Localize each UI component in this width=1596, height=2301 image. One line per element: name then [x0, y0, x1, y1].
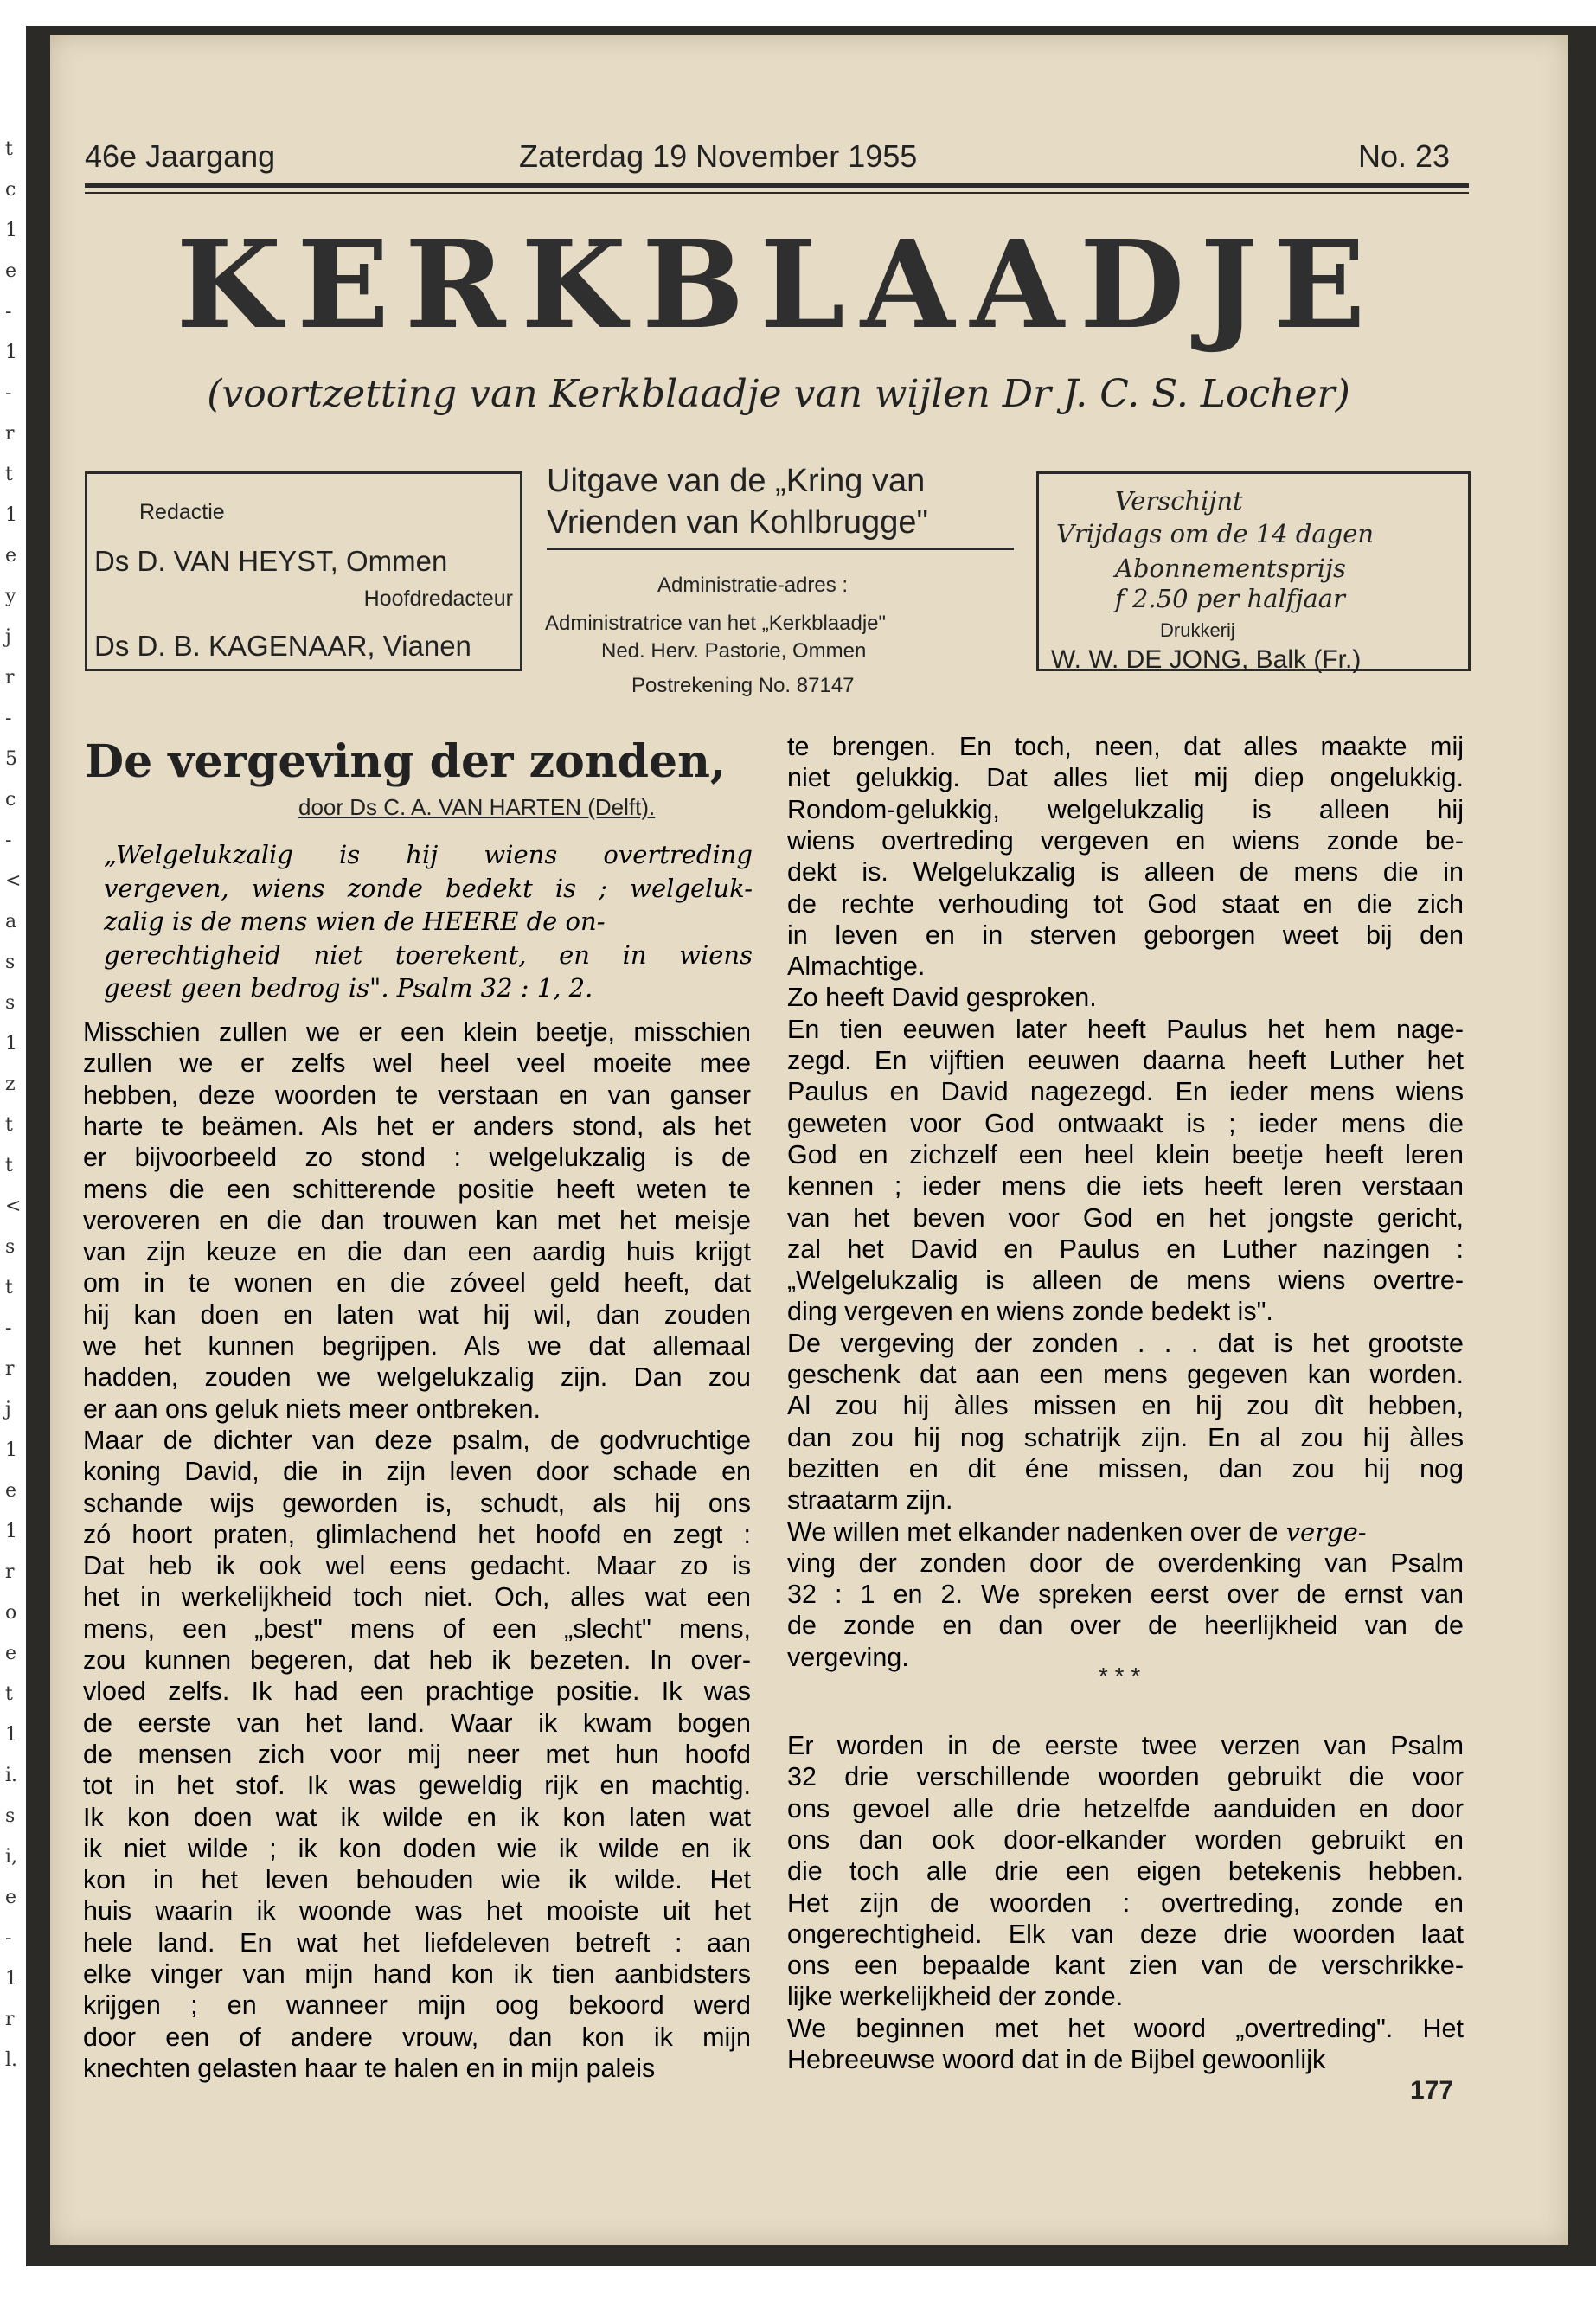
body-line: kennen ; ieder mens die iets heeft leren verstaan: [787, 1171, 1464, 1202]
publisher-rule: [547, 548, 1014, 550]
body-line: ik niet wilde ; ik kon doden wie ik wilde en ik: [83, 1833, 751, 1863]
margin-fragment: j: [5, 626, 11, 648]
margin-fragment: 1: [5, 1439, 17, 1461]
margin-fragment: z: [5, 1074, 16, 1095]
margin-fragment: o: [5, 1602, 17, 1624]
body-line: het in werkelijkheid toch niet. Och, alles wat een: [83, 1582, 751, 1612]
body-line: God en zichzelf een heel klein beetje heeft leren: [787, 1139, 1464, 1170]
body-line: hebben, deze woorden te verstaan en van ganser: [83, 1080, 751, 1110]
margin-fragment: t: [5, 1277, 13, 1298]
body-line: tot in het stof. Ik was geweldig rijk en machtig.: [83, 1771, 751, 1801]
body-line: koning David, die in zijn leven door schade en: [83, 1457, 751, 1487]
margin-fragment: i.: [5, 1765, 18, 1786]
body-line: Er worden in de eerste twee verzen van Psalm: [787, 1731, 1464, 1760]
body-line: Het zijn de woorden : overtreding, zonde en: [787, 1888, 1464, 1918]
adjacent-page-edge: [0, 138, 22, 2128]
body-line: we het kunnen begrijpen. Als we dat allemaal: [83, 1331, 751, 1361]
body-line: ons een bepaalde kant zien van de verschrikke-: [787, 1951, 1464, 1981]
margin-fragment: s: [5, 992, 16, 1014]
body-line: Paulus en David nagezegd. En ieder mens wiens: [787, 1077, 1464, 1107]
body-line: Rondom-gelukkig, welgelukzalig is alleen hij: [787, 794, 1464, 824]
body-line: hadden, zouden we welgelukzalig zijn. Dan zou: [83, 1362, 751, 1393]
body-line: die toch alle drie een eigen betekenis hebben.: [787, 1856, 1464, 1887]
body-line: 32 : 1 en 2. We spreken eerst over de ernst van: [787, 1580, 1464, 1610]
header-rule-thin: [85, 192, 1469, 194]
margin-fragment: -: [5, 1927, 12, 1949]
margin-fragment: 1: [5, 1724, 17, 1746]
frequency: Vrijdags om de 14 dagen: [1056, 519, 1375, 548]
body-line: Zo heeft David gesproken.: [787, 983, 1097, 1013]
right-column-part-b: [787, 1730, 1464, 2093]
margin-fragment: a: [5, 911, 17, 933]
body-line: van het beven voor God en het jongste gericht,: [787, 1202, 1464, 1233]
margin-fragment: e: [5, 545, 17, 567]
header-rule: [85, 183, 1469, 188]
body-line: Almachtige.: [787, 952, 926, 982]
body-line: elke vinger van mijn hand kon ik tien aanbidsters: [83, 1959, 751, 1989]
price: f 2.50 per halfjaar: [1115, 584, 1345, 613]
body-line: veroveren en die dan trouwen kan met het meisje: [83, 1205, 751, 1235]
page-number: 177: [1410, 2076, 1454, 2105]
publisher-line2: Vrienden van Kohlbrugge": [547, 504, 928, 541]
body-line: Dat heb ik ook wel eens gedacht. Maar zo is: [83, 1551, 751, 1581]
psalm-quote: [104, 839, 753, 1012]
body-line: ongerechtigheid. Elk van deze drie woorden laat: [787, 1919, 1464, 1949]
margin-fragment: e: [5, 260, 17, 282]
margin-fragment: c: [5, 789, 16, 811]
margin-fragment: -: [5, 830, 12, 851]
body-line: niet gelukkig. Dat alles liet mij diep ongelukkig.: [787, 763, 1464, 793]
body-line: Misschien zullen we er een klein beetje, misschien: [83, 1017, 751, 1047]
body-line: zegd. En vijftien eeuwen daarna heeft Luther het: [787, 1046, 1464, 1075]
issue-number: No. 23: [1358, 138, 1451, 174]
volume-label: 46e Jaargang: [85, 138, 276, 174]
body-line: 32 drie verschillende woorden gebruikt die voor: [787, 1762, 1464, 1792]
body-line: straatarm zijn.: [787, 1485, 953, 1516]
publisher-info: [536, 463, 1021, 705]
margin-fragment: t: [5, 1683, 13, 1705]
margin-fragment: s: [5, 1236, 16, 1258]
editor-in-chief: Ds D. VAN HEYST, Ommen: [94, 545, 448, 577]
margin-fragment: i,: [5, 1846, 18, 1868]
body-line: lijke werkelijkheid der zonde.: [787, 1982, 1124, 2012]
margin-fragment: e: [5, 1643, 17, 1664]
margin-fragment: 5: [5, 748, 17, 770]
admin-line1: Administratrice van het „Kerkblaadje": [545, 612, 887, 635]
body-line: ving der zonden door de overdenking van Psalm: [787, 1548, 1464, 1578]
appears-label: Verschijnt: [1115, 486, 1243, 516]
body-line: hele land. En wat het liefdeleven betreft : aan: [83, 1927, 751, 1958]
body-line: huis waarin ik woonde was het mooiste uit het: [83, 1896, 751, 1926]
body-line: zou kunnen begeren, dat heb ik bezeten. In over-: [83, 1645, 751, 1675]
price-label: Abonnementsprijs: [1115, 554, 1346, 583]
margin-fragment: -: [5, 301, 12, 323]
redaction-box: [85, 471, 522, 671]
body-line: dekt is. Welgelukzalig is alleen de mens die in: [787, 857, 1464, 888]
publisher-line1: Uitgave van de „Kring van: [547, 463, 926, 499]
admin-line2: Ned. Herv. Pastorie, Ommen: [601, 639, 867, 663]
quote-line: geest geen bedrog is". Psalm 32 : 1, 2.: [104, 973, 593, 1003]
co-editor: Ds D. B. KAGENAAR, Vianen: [94, 630, 471, 662]
body-line: geweten voor God ontwaakt is ; ieder mens die: [787, 1108, 1464, 1138]
margin-fragment: 1: [5, 220, 17, 241]
margin-fragment: r: [5, 1561, 15, 1583]
margin-fragment: s: [5, 1805, 16, 1827]
body-line: geschenk dat aan een mens gegeven kan worden.: [787, 1360, 1464, 1389]
body-line: hij kan doen en laten wat hij wil, dan zouden: [83, 1299, 751, 1330]
body-line: schande wijs geworden is, schudt, als hij ons: [83, 1488, 751, 1518]
giro-number: Postrekening No. 87147: [631, 674, 855, 697]
body-line: De vergeving der zonden . . . dat is het grootste: [787, 1328, 1464, 1358]
margin-fragment: t: [5, 1155, 13, 1176]
quote-line: zalig is de mens wien de HEERE de on-: [104, 907, 606, 936]
margin-fragment: y: [5, 586, 16, 607]
quote-line: vergeven, wiens zonde bedekt is ; welgeluk-: [104, 873, 753, 903]
margin-fragment: t: [5, 464, 13, 485]
right-column-part-a: [787, 731, 1464, 1682]
body-line: mens, een „best" mens of een „slecht" mens,: [83, 1613, 751, 1644]
body-line: er bijvoorbeeld zo stond : welgelukzalig is de: [83, 1143, 751, 1173]
body-line: zullen we er zelfs wel heel veel moeite mee: [83, 1048, 751, 1079]
quote-line: „Welgelukzalig is hij wiens overtreding: [104, 840, 753, 869]
body-line: de eerste van het land. Waar ik kwam bogen: [83, 1708, 751, 1738]
margin-fragment: -: [5, 708, 12, 729]
body-line: vergeving.: [787, 1642, 909, 1672]
body-line: krijgen ; en wanneer mijn oog bekoord werd: [83, 1990, 751, 2021]
body-line: En tien eeuwen later heeft Paulus het hem nage-: [787, 1014, 1464, 1044]
body-line: knechten gelasten haar te halen en in mijn paleis: [83, 2053, 656, 2083]
margin-fragment: t: [5, 1114, 13, 1136]
left-column: [83, 1016, 751, 2089]
body-line: er aan ons geluk niets meer ontbreken.: [83, 1394, 541, 1424]
admin-label: Administratie-adres :: [657, 574, 849, 597]
body-line: dan zou hij nog schatrijk zijn. En al zou hij àlles: [787, 1422, 1464, 1452]
margin-fragment: c: [5, 179, 16, 201]
margin-fragment: e: [5, 1480, 17, 1502]
editor-role: Hoofdredacteur: [363, 586, 513, 611]
margin-fragment: -: [5, 1317, 12, 1339]
article-byline: door Ds C. A. VAN HARTEN (Delft).: [298, 794, 656, 820]
body-line: ons gevoel alle drie hetzelfde aanduiden en door: [787, 1793, 1464, 1823]
printer-name: W. W. DE JONG, Balk (Fr.): [1051, 645, 1362, 674]
body-line: in leven en in sterven geborgen weet bij den: [787, 920, 1464, 950]
margin-fragment: 1: [5, 1033, 17, 1054]
printer-label: Drukkerij: [1160, 619, 1235, 641]
body-line: bezitten en dit éne missen, dan zou hij nog: [787, 1453, 1464, 1484]
body-line: Ik kon doen wat ik wilde en ik kon laten wat: [83, 1802, 751, 1832]
body-line: van zijn keuze en die dan een aardig huis krijgt: [83, 1237, 751, 1267]
body-line: ons dan ook door-elkander worden gebruikt en: [787, 1824, 1464, 1855]
masthead-title: KERKBLAADJE: [176, 215, 1381, 356]
margin-fragment: j: [5, 1399, 11, 1420]
body-line: zó hoort praten, glimlachend het hoofd en zegt :: [83, 1519, 751, 1549]
margin-fragment: t: [5, 138, 13, 160]
masthead-subtitle: (voortzetting van Kerkblaadje van wijlen Dr J. C. S. Locher): [207, 372, 1350, 416]
italic-phrase: verge-: [1278, 1516, 1367, 1547]
body-line: door een of andere vrouw, dan kon ik mijn: [83, 2022, 751, 2052]
margin-fragment: r: [5, 2009, 15, 2030]
body-line: Maar de dichter van deze psalm, de godvruchtige: [83, 1425, 751, 1455]
body-line: kon in het leven behouden wie ik wilde. Het: [83, 1865, 751, 1895]
margin-fragment: <: [5, 1195, 22, 1217]
margin-fragment: 1: [5, 1968, 17, 1990]
body-line: We beginnen met het woord „overtreding". Het: [787, 2013, 1464, 2043]
margin-fragment: 1: [5, 504, 17, 526]
margin-fragment: 1: [5, 342, 17, 363]
body-line: de zonde en dan over de heerlijkheid van de: [787, 1611, 1464, 1641]
margin-fragment: e: [5, 1887, 17, 1908]
body-line: om in te wonen en die zóveel geld heeft, dat: [83, 1268, 751, 1298]
body-line: wiens overtreding vergeven en wiens zonde be-: [787, 825, 1464, 856]
body-line: Hebreeuwse woord dat in de Bijbel gewoonlijk: [787, 2045, 1326, 2074]
section-separator: * * *: [1099, 1663, 1141, 1689]
body-line: vloed zelfs. Ik had een prachtige positie. Ik was: [83, 1676, 751, 1707]
body-line: ding vergeven en wiens zonde bedekt is".: [787, 1297, 1273, 1327]
body-line: de rechte verhouding tot God staat en die zich: [787, 888, 1464, 919]
redaction-label: Redactie: [139, 500, 225, 524]
quote-line: gerechtigheid niet toerekent, en in wiens: [104, 939, 753, 970]
margin-fragment: r: [5, 1358, 15, 1380]
subscription-box: [1036, 471, 1471, 674]
body-line: „Welgelukzalig is alleen de mens wiens overtre-: [787, 1266, 1464, 1296]
margin-fragment: <: [5, 870, 22, 892]
body-line: harte te beämen. Als het er anders stond, als het: [83, 1111, 751, 1141]
margin-fragment: s: [5, 952, 16, 973]
body-line: te brengen. En toch, neen, dat alles maakte mij: [787, 732, 1464, 761]
body-line: de mensen zich voor mij neer met hun hoofd: [83, 1739, 751, 1769]
margin-fragment: r: [5, 667, 15, 689]
article-title: De vergeving der zonden,: [85, 735, 726, 788]
body-line: Al zou hij àlles missen en hij zou dìt hebben,: [787, 1391, 1464, 1421]
margin-fragment: -: [5, 382, 12, 404]
body-line: zal het David en Paulus en Luther nazingen :: [787, 1234, 1464, 1264]
body-line: mens die een schitterende positie heeft weten te: [83, 1174, 751, 1204]
issue-date: Zaterdag 19 November 1955: [519, 138, 918, 174]
margin-fragment: l.: [5, 2049, 18, 2071]
margin-fragment: 1: [5, 1521, 17, 1542]
margin-fragment: r: [5, 423, 15, 445]
body-line: We willen met elkander nadenken over de verge-: [787, 1516, 1367, 1547]
